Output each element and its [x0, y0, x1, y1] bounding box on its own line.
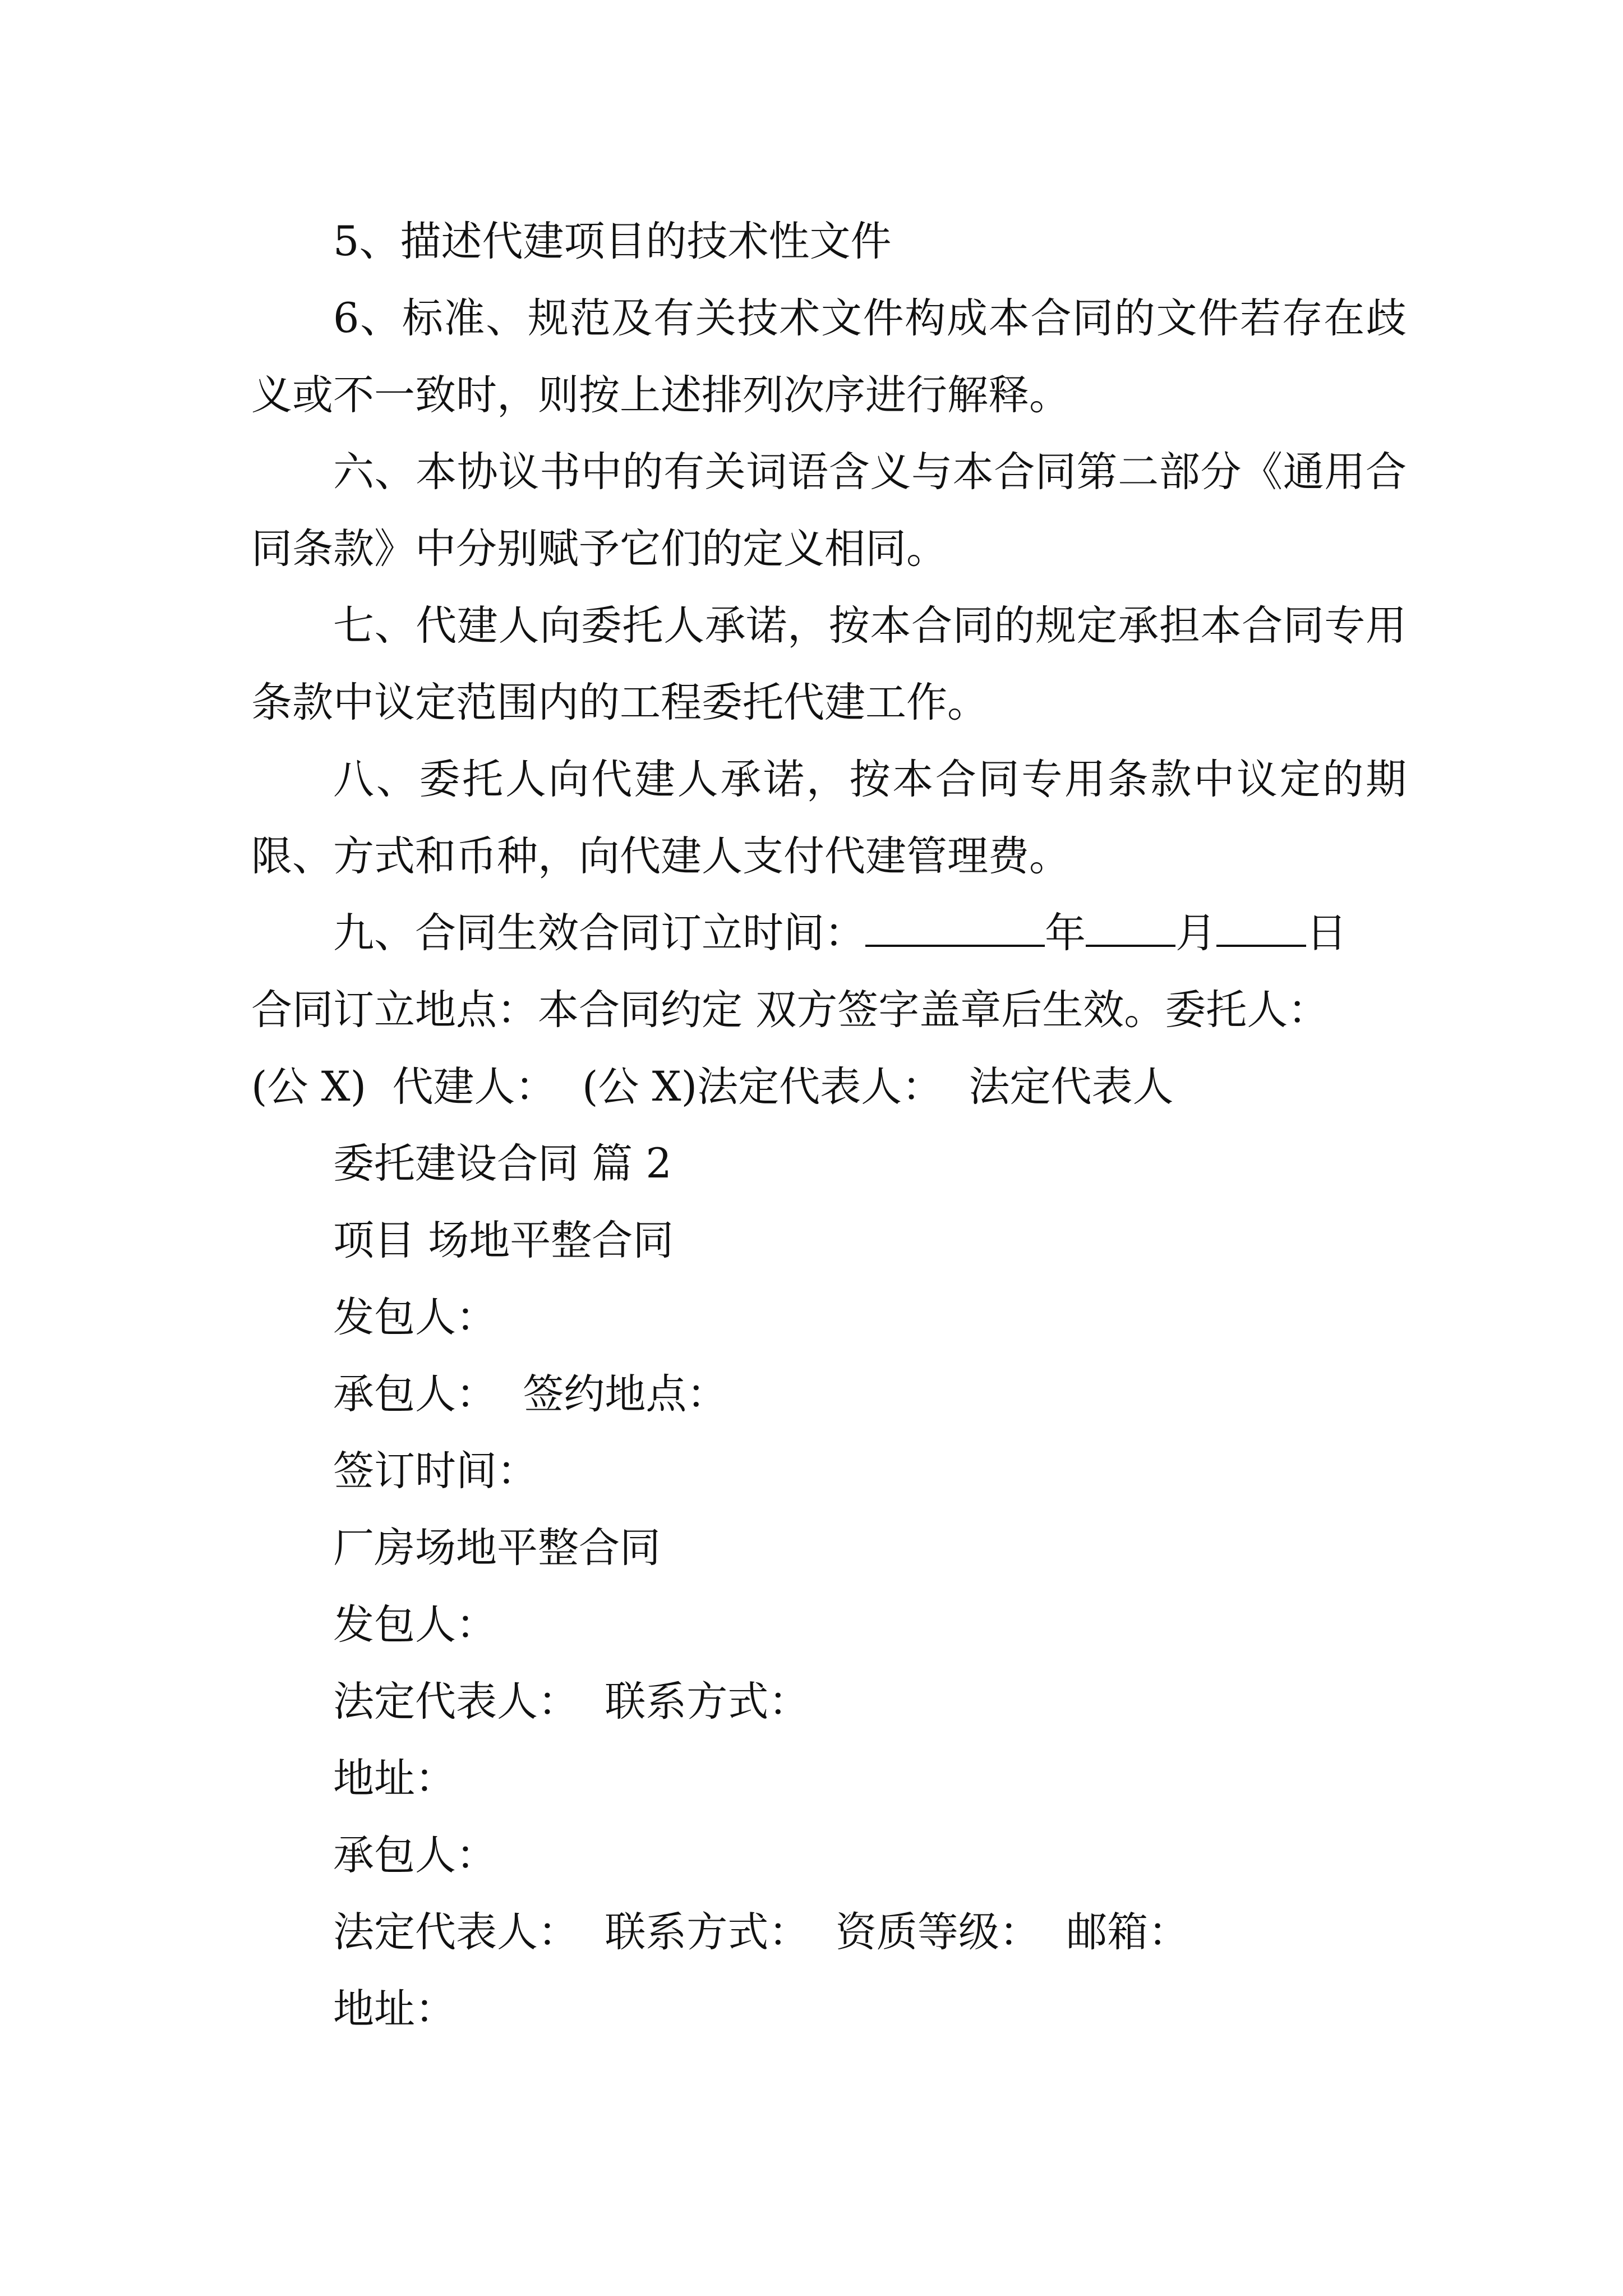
employer-line: 发包人： — [333, 1294, 497, 1341]
contractor-site-line: 承包人： 签约地点： — [333, 1370, 728, 1418]
contract-title: 厂房场地平整合同 — [333, 1524, 661, 1572]
clause-5: 5、描述代建项目的技术性文件 — [333, 218, 892, 265]
section2-subtitle: 项目 场地平整合同 — [333, 1217, 674, 1264]
day-blank — [1216, 911, 1306, 947]
sign-time-line: 签订时间： — [333, 1447, 538, 1495]
clause-nine-date-line — [251, 895, 1407, 972]
clause-nine-lead: 九、合同生效合同订立时间： — [333, 909, 865, 957]
employer-line-2: 发包人： — [333, 1601, 497, 1649]
address-line-2: 地址： — [333, 1985, 456, 2033]
document-body — [251, 203, 1407, 2047]
year-blank — [865, 911, 1045, 947]
day-label: 日 — [1306, 909, 1347, 957]
year-label: 年 — [1045, 909, 1086, 957]
clause-nine-place-line: 合同订立地点：本合同约定 双方签字盖章后生效。委托人： — [251, 986, 1329, 1034]
clause-six: 六、本协议书中的有关词语含义与本合同第二部分《通用合同条款》中分别赋予它们的定义相同。 — [251, 448, 1407, 573]
section2-title: 委托建设合同 篇 2 — [333, 1140, 672, 1188]
clause-nine-parties-line: (公 X) 代建人： (公 X)法定代表人： 法定代表人 — [251, 1063, 1174, 1111]
clause-seven: 七、代建人向委托人承诺，按本合同的规定承担本合同专用条款中议定范围内的工程委托代建工作。 — [251, 602, 1407, 726]
legal-rep-full-line: 法定代表人： 联系方式： 资质等级： 邮箱： — [333, 1908, 1189, 1956]
month-label: 月 — [1175, 909, 1216, 957]
address-line: 地址： — [333, 1755, 456, 1802]
clause-eight: 八、委托人向代建人承诺，按本合同专用条款中议定的期限、方式和币种，向代建人支付代建管理费。 — [251, 756, 1407, 880]
clause-6: 6、标准、规范及有关技术文件构成本合同的文件若存在歧义或不一致时，则按上述排列次序进行解释。 — [251, 295, 1407, 419]
legal-rep-contact-line: 法定代表人： 联系方式： — [333, 1678, 810, 1726]
month-blank — [1086, 911, 1175, 947]
contractor-line-2: 承包人： — [333, 1832, 497, 1879]
